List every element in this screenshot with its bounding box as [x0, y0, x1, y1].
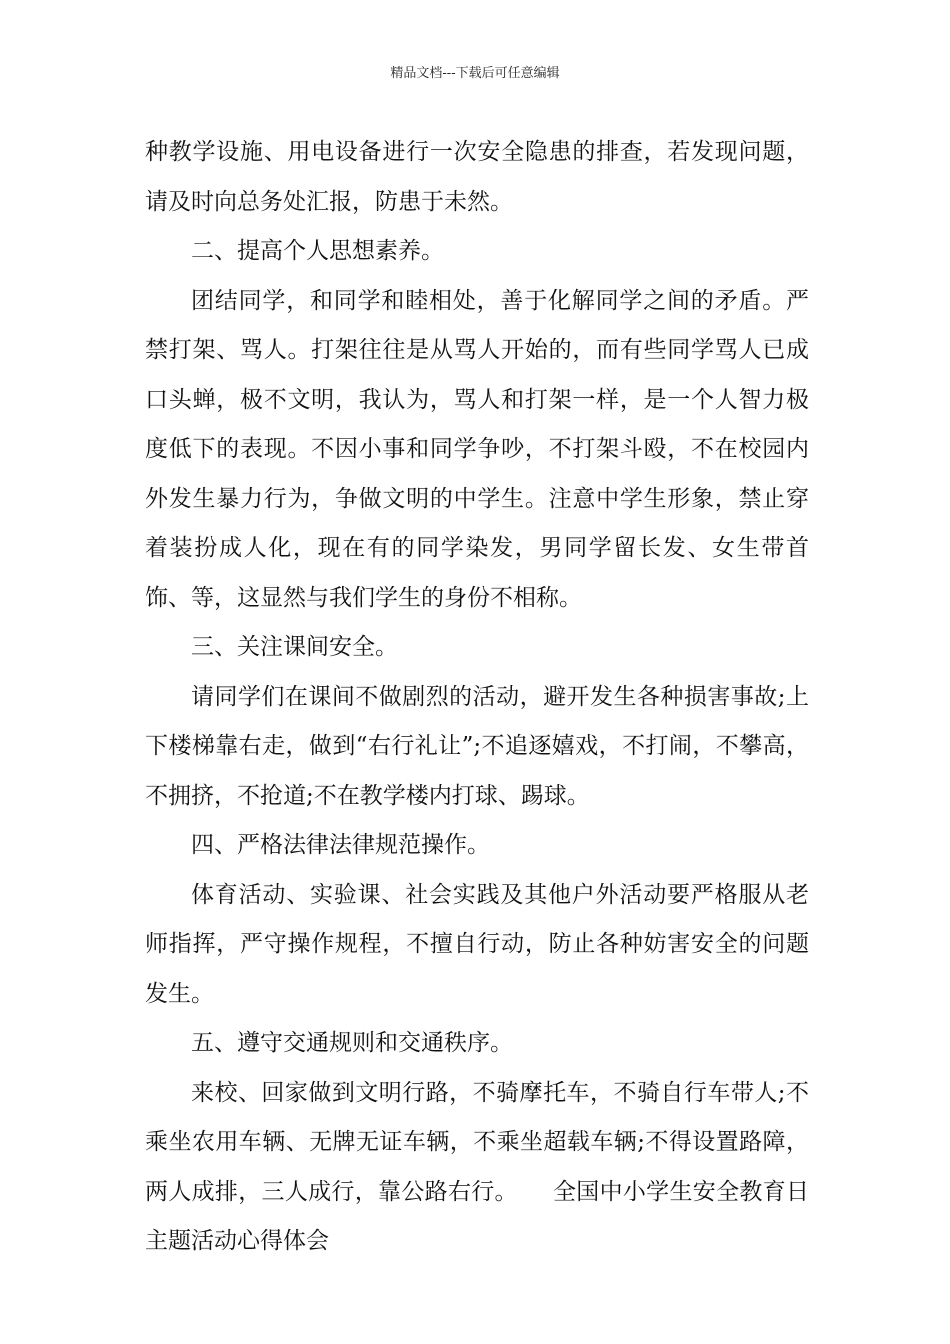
document-body — [145, 128, 809, 1267]
page-header: 精品文档---下载后可任意编辑 — [390, 66, 560, 81]
section-heading-5: 五、遵守交通规则和交通秩序。 — [191, 1030, 513, 1056]
section-heading-2: 二、提高个人思想素养。 — [191, 238, 444, 264]
paragraph-operation: 体育活动、实验课、社会实践及其他户外活动要严格服从老师指挥，严守操作规程，不擅自行动，防止各种妨害安全的问题发生。 — [145, 881, 809, 1007]
paragraph-traffic: 来校、回家做到文明行路，不骑摩托车，不骑自行车带人;不乘坐农用车辆、无牌无证车辆，不乘坐超载车辆;不得设置路障，两人成排，三人成行，靠公路右行。 全国中小学生安全教育日主题活动心得体会 — [145, 1079, 809, 1254]
paragraph-break-safety: 请同学们在课间不做剧烈的活动，避开发生各种损害事故;上下楼梯靠右走，做到“右行礼让”;不追逐嬉戏，不打闹，不攀高，不拥挤，不抢道;不在教学楼内打球、踢球。 — [145, 683, 809, 809]
section-heading-4: 四、严格法律法律规范操作。 — [191, 832, 490, 858]
section-heading-3: 三、关注课间安全。 — [191, 634, 398, 660]
paragraph-ideology: 团结同学，和同学和睦相处，善于化解同学之间的矛盾。严禁打架、骂人。打架往往是从骂人开始的，而有些同学骂人已成口头蝉，极不文明，我认为，骂人和打架一样，是一个人智力极度低下的表现。不因小事和同学争吵，不打架斗殴，不在校园内外发生暴力行为，争做文明的中学生。注意中学生形象，禁止穿着装扮成人化，现在有的同学染发，男同学留长发、女生带首饰、等，这显然与我们学生的身份不相称。 — [145, 287, 809, 611]
paragraph-continuation: 种教学设施、用电设备进行一次安全隐患的排查，若发现问题，请及时向总务处汇报，防患于未然。 — [145, 139, 809, 215]
